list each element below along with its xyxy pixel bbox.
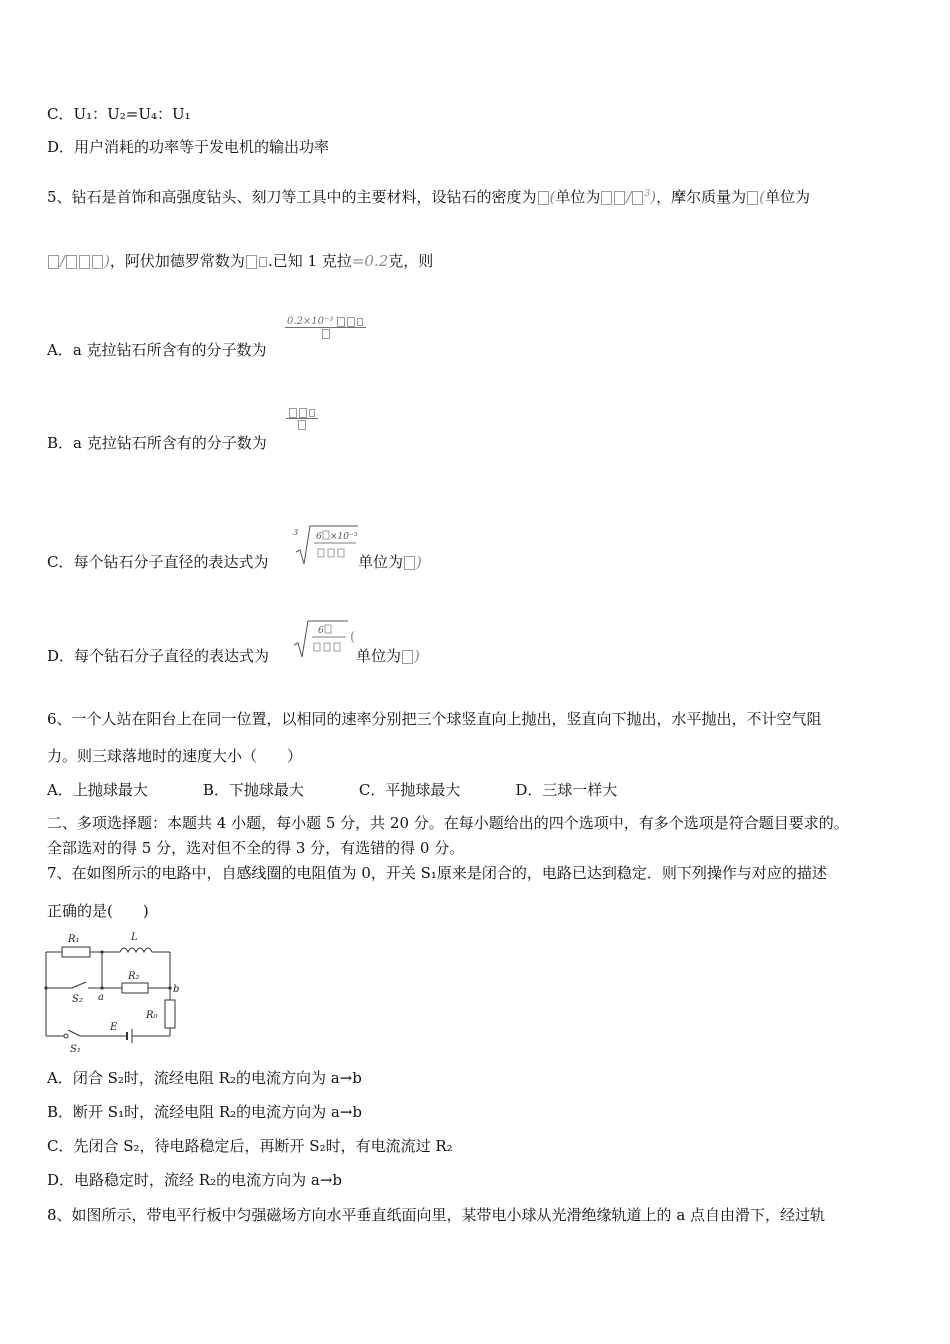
q5-text-d: 单位为 bbox=[764, 188, 810, 206]
carat-value: 0.2 bbox=[364, 252, 389, 270]
unit-exp: 3 bbox=[644, 189, 651, 199]
equals-sign: = bbox=[351, 252, 365, 270]
kg-symbol-3 bbox=[48, 255, 59, 269]
q5a-frac-num: 0.2×10⁻³ bbox=[287, 316, 334, 327]
q6-option-a: A．上抛球最大 bbox=[47, 781, 148, 799]
q5-stem-line1: 5、钻石是首饰和高强度钻头、刻刀等工具中的主要材料，设钻石的密度为 (单位为 / $^3$)，摩尔质量为 (单位为 bbox=[47, 188, 810, 206]
q5-text-a: 5、钻石是首饰和高强度钻头、刻刀等工具中的主要材料，设钻石的密度为 bbox=[47, 188, 537, 206]
q5-text-f: 已知 1 克拉 bbox=[272, 252, 352, 270]
q5b-fraction bbox=[286, 407, 318, 430]
label-r0: R₀ bbox=[146, 1010, 158, 1021]
m-symbol bbox=[632, 191, 643, 205]
q5a-fraction bbox=[285, 316, 366, 339]
q5d-square-root bbox=[292, 617, 358, 667]
section2-heading-line2: 全部选对的得 5 分，选对但不全的得 3 分，有选错的得 0 分。 bbox=[47, 839, 465, 857]
label-a: a bbox=[98, 992, 104, 1003]
q5c-unit-m bbox=[404, 556, 415, 570]
q5-option-b: B．a 克拉钻石所含有的分子数为 bbox=[47, 434, 267, 452]
q5d-unit: 单位为 ) bbox=[356, 647, 420, 665]
q5c-radical-svg bbox=[288, 522, 360, 568]
label-l: L bbox=[131, 932, 138, 943]
q7-option-b: B．断开 S₁时，流经电阻 R₂的电流方向为 a→b bbox=[47, 1103, 363, 1121]
q6-option-d: D．三球一样大 bbox=[515, 781, 618, 799]
q5d-text: D．每个钻石分子直径的表达式为 bbox=[47, 647, 270, 665]
q5c-frac-exp: ×10⁻³ bbox=[330, 532, 358, 542]
q5-option-a: A．a 克拉钻石所含有的分子数为 bbox=[47, 341, 267, 359]
q4-option-c: C．U₁：U₂=U₄：U₁ bbox=[47, 105, 191, 123]
resistor-r0 bbox=[165, 1000, 175, 1028]
q7-option-d: D．电路稳定时，流经 R₂的电流方向为 a→b bbox=[47, 1171, 342, 1189]
label-r1: R₁ bbox=[68, 934, 80, 945]
q5c-frac-num-6: 6 bbox=[316, 532, 322, 542]
inductor-l bbox=[120, 948, 152, 952]
label-s1: S₁ bbox=[70, 1044, 81, 1055]
q5c-text: C．每个钻石分子直径的表达式为 bbox=[47, 553, 269, 571]
q5c-unit-text: 单位为 bbox=[358, 553, 404, 571]
q5-stem-line2: / )，阿伏加德罗常数为 .已知 1 克拉=0.2克，则 bbox=[47, 251, 433, 271]
q4-option-d: D．用户消耗的功率等于发电机的输出功率 bbox=[47, 138, 330, 156]
cube-index: 3 bbox=[293, 528, 299, 537]
q7-option-a: A．闭合 S₂时，流经电阻 R₂的电流方向为 a→b bbox=[47, 1069, 362, 1087]
q5-text-e: ，阿伏加德罗常数为 bbox=[109, 252, 245, 270]
NA-subscript bbox=[259, 257, 267, 267]
section2-heading-line1: 二、多项选择题：本题共 4 小题，每小题 5 分，共 20 分。在每小题给出的四个选项中，有多个选项是符合题目要求的。 bbox=[47, 814, 849, 832]
q7-stem-line1: 7、在如图所示的电路中，自感线圈的电阻值为 0，开关 S₁原来是闭合的，电路已达到稳定．则下列操作与对应的描述 bbox=[47, 864, 827, 882]
label-b: b bbox=[173, 984, 180, 995]
q5-text-c: ，摩尔质量为 bbox=[656, 188, 747, 206]
NA-symbol bbox=[246, 255, 257, 269]
q5d-unit-m bbox=[402, 650, 413, 664]
switch-s1 bbox=[68, 1030, 80, 1036]
q5c-cube-root bbox=[288, 522, 360, 572]
q6-stem-line1: 6、一个人站在阳台上在同一位置，以相同的速率分别把三个球竖直向上抛出，竖直向下抛出，水平抛出，不计空气阻 bbox=[47, 710, 822, 728]
mol-symbol-3 bbox=[92, 255, 103, 269]
q6-stem-line2: 力。则三球落地时的速度大小（ ） bbox=[47, 747, 303, 765]
label-s2: S₂ bbox=[72, 994, 83, 1005]
mol-symbol-2 bbox=[79, 255, 90, 269]
label-e: E bbox=[110, 1022, 118, 1033]
q6-option-c: C．平抛球最大 bbox=[358, 781, 461, 799]
rho-symbol bbox=[538, 191, 549, 205]
q7-circuit-diagram bbox=[40, 928, 190, 1056]
mol-symbol-1 bbox=[66, 255, 77, 269]
q5-option-c bbox=[47, 552, 268, 572]
resistor-r1 bbox=[62, 947, 90, 957]
kg-symbol-2 bbox=[614, 191, 625, 205]
q5d-radical-svg bbox=[292, 617, 358, 663]
label-r2: R₂ bbox=[128, 971, 140, 982]
kg-symbol-1 bbox=[601, 191, 612, 205]
q5-text-b: 单位为 bbox=[555, 188, 601, 206]
q5d-unit-text: 单位为 bbox=[356, 647, 402, 665]
resistor-r2 bbox=[122, 983, 148, 993]
svg-text:(: ( bbox=[350, 630, 356, 645]
q7-stem-line2: 正确的是( ) bbox=[47, 902, 149, 920]
q5d-frac-num-6: 6 bbox=[318, 626, 324, 636]
M-symbol bbox=[747, 191, 758, 205]
q5-option-d bbox=[47, 646, 269, 666]
q6-options bbox=[47, 779, 657, 800]
q5-text-g: 克，则 bbox=[388, 252, 434, 270]
q7-option-c: C．先闭合 S₂，待电路稳定后，再断开 S₂时，有电流流过 R₂ bbox=[47, 1137, 453, 1155]
q8-stem-line1: 8、如图所示，带电平行板中匀强磁场方向水平垂直纸面向里，某带电小球从光滑绝缘轨道上的 a 点自由滑下，经过轨 bbox=[47, 1206, 826, 1224]
switch-s2 bbox=[72, 982, 86, 988]
q6-option-b: B．下抛球最大 bbox=[202, 781, 304, 799]
q5c-unit: 单位为 ) bbox=[358, 553, 422, 571]
